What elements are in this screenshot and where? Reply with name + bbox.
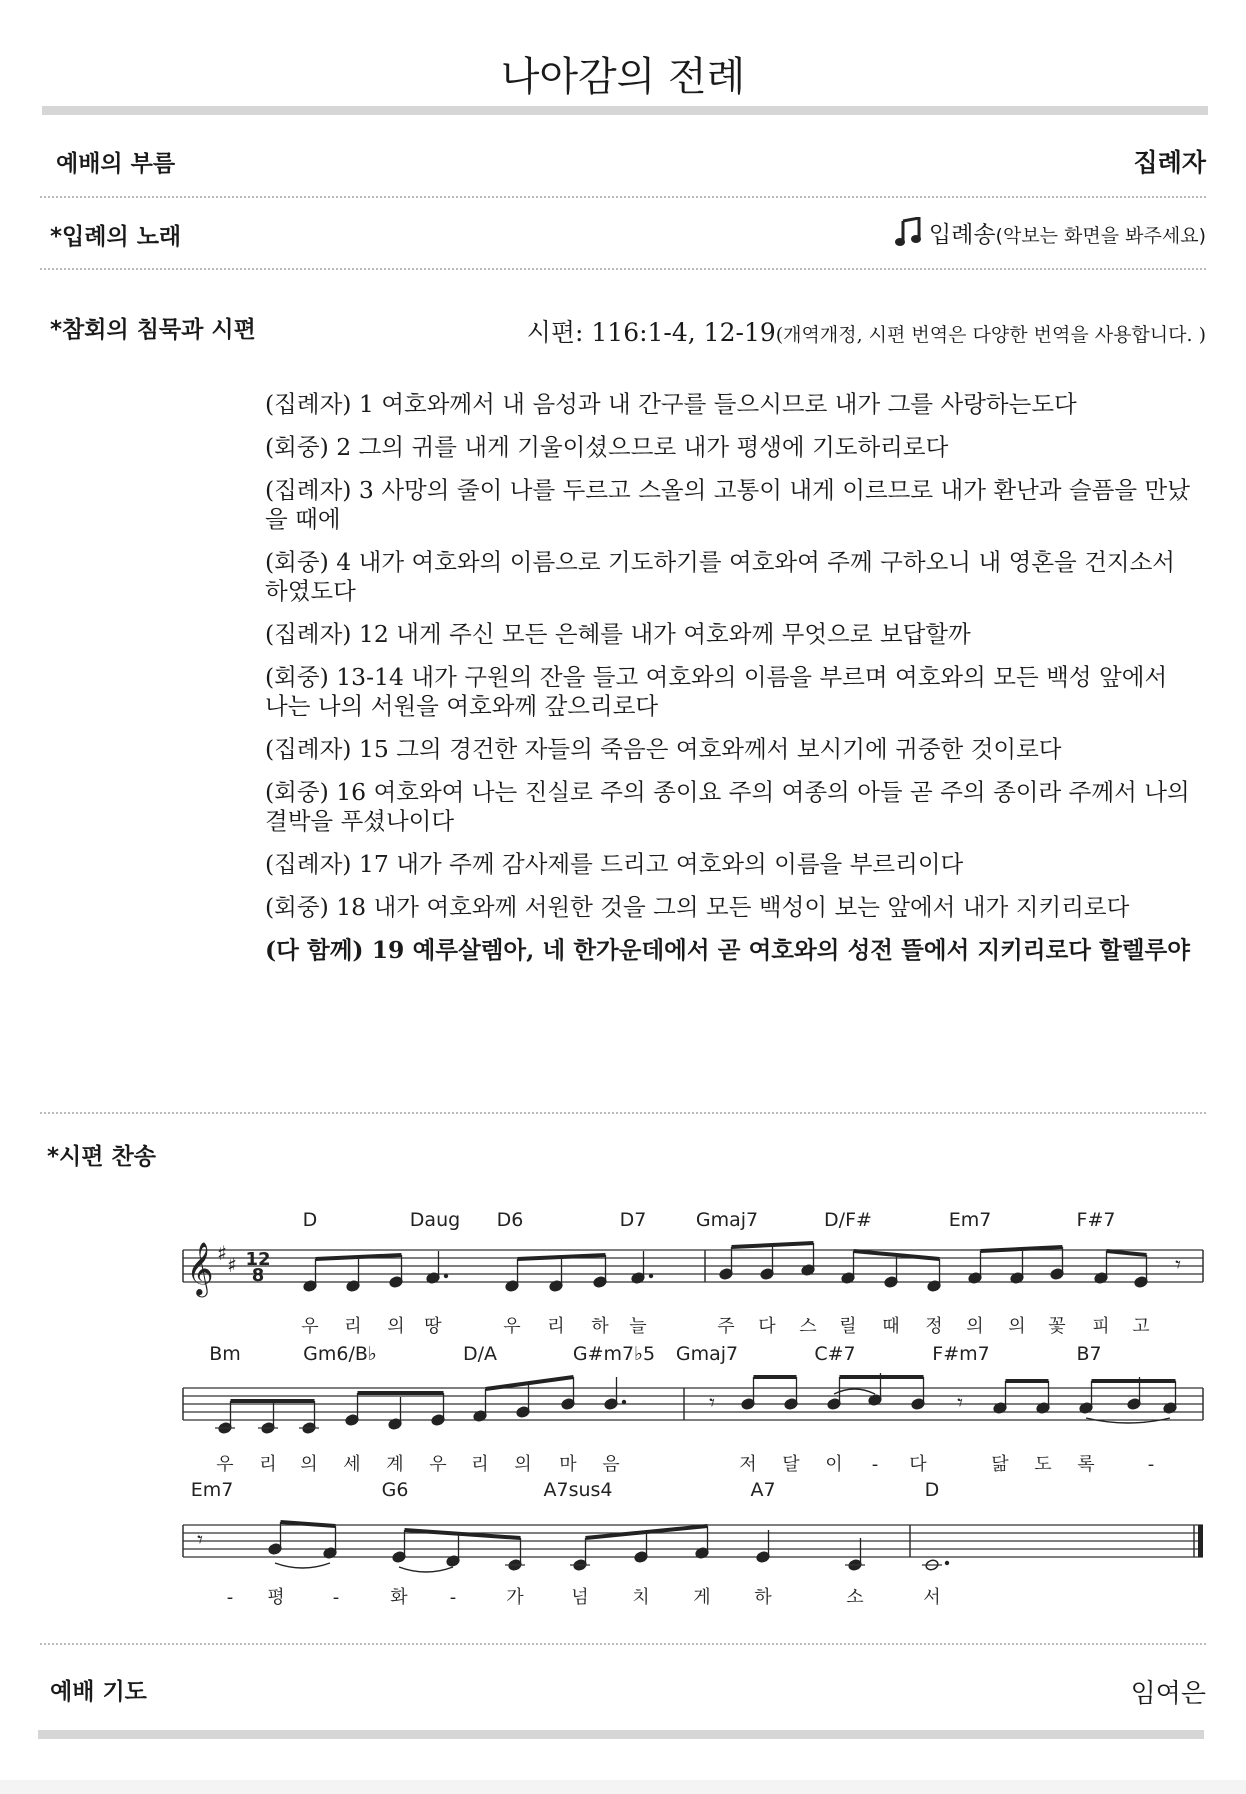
note-beam [1107,1251,1147,1255]
slur [399,1567,453,1572]
lyric-syllable: 게 [693,1587,711,1608]
chord-symbol: G#m7♭5 [572,1343,656,1365]
lyric-syllable: 이 [825,1454,843,1475]
lyric-syllable: 가 [506,1587,524,1608]
lyric-syllable: 리 [259,1454,277,1475]
bottom-divider [38,1730,1204,1739]
psalm-verse: (다 함께) 19 예루살렘아, 네 한가운데에서 곧 여호와의 성전 뜰에서 지키리로다 할렐루야 [265,936,1190,964]
lyric-syllable: 음 [602,1454,620,1475]
note-beam [405,1530,521,1538]
time-signature-top: 12 [245,1249,271,1270]
note-dot [444,1274,448,1278]
hymn-label: *시편 찬송 [47,1144,156,1170]
lyric-syllable: 스 [799,1316,817,1337]
lyric-syllable: 화 [390,1587,408,1608]
chord-symbol: C#7 [814,1343,856,1365]
psalm-verse: (회중) 2 그의 귀를 내게 기울이셨으므로 내가 평생에 기도하리로다 [265,433,949,461]
chord-symbol: B7 [1076,1343,1102,1365]
lyric-syllable: 늘 [629,1316,647,1337]
lyric-syllable: - [871,1454,879,1475]
psalm-verse: (회중) 18 내가 여호와께 서원한 것을 그의 모든 백성이 보는 앞에서 내가 지키리로다 [265,893,1130,921]
entrance-song-name: 입례송 [928,222,996,248]
psalm-verse: (집례자) 12 내게 주신 모든 은혜를 내가 여호와께 무엇으로 보답할까 [265,620,971,648]
lyric-syllable: 하 [754,1587,772,1608]
psalm-reference [527,313,1206,349]
lyric-syllable: 리 [344,1316,362,1337]
lyric-syllable: 의 [1008,1316,1026,1337]
psalm-ref-note: (개역개정, 시편 번역은 다양한 번역을 사용합니다. ) [775,324,1206,346]
psalm-text [265,390,1195,979]
note-beam [732,1243,814,1247]
psalm-verse: (집례자) 1 여호와께서 내 음성과 내 간구를 들으시므로 내가 그를 사랑하는도다 [265,390,1077,418]
chord-symbol: Gmaj7 [675,1343,739,1365]
eighth-rest-icon: 𝄾 [1175,1253,1181,1278]
confession-label: *참회의 침묵과 시편 [50,317,256,343]
entrance-song [894,216,1206,249]
entrance-song-note: (악보는 화면을 봐주세요) [995,225,1206,247]
treble-clef-icon: 𝄞 [186,1241,214,1295]
psalm-ref: 시편: 116:1-4, 12-19 [526,318,776,347]
lyric-syllable: 우 [429,1454,447,1475]
lyric-syllable: 우 [503,1316,521,1337]
chord-symbol: F#m7 [932,1343,990,1365]
time-signature-bottom: 8 [251,1265,265,1286]
entrance-label: *입례의 노래 [50,224,182,250]
lyric-syllable: 마 [559,1454,577,1475]
chord-symbol: Gm6/B♭ [303,1343,377,1365]
psalm-verse: (집례자) 17 내가 주께 감사제를 드리고 여호와의 이름을 부르리이다 [265,850,964,878]
call-leader: 집례자 [1133,148,1206,177]
final-barline [1198,1525,1203,1557]
chord-symbol: F#7 [1076,1209,1116,1231]
chord-symbol: Gmaj7 [695,1209,759,1231]
lyric-syllable: 소 [846,1587,864,1608]
note-dot [622,1400,626,1404]
lyric-syllable: 의 [387,1316,405,1337]
eighth-rest-icon: 𝄾 [957,1391,963,1416]
lyric-syllable: 다 [909,1454,927,1475]
chord-symbol: D [302,1209,318,1231]
lyric-syllable: 의 [966,1316,984,1337]
lyric-syllable: 닮 [991,1454,1009,1475]
divider [40,196,1206,198]
lyric-syllable: 고 [1132,1316,1150,1337]
music-note-icon [894,217,922,247]
lyric-syllable: 의 [300,1454,318,1475]
eighth-rest-icon: 𝄾 [709,1391,715,1416]
lyric-syllable: - [332,1587,340,1608]
lyric-syllable: 정 [925,1316,943,1337]
psalm-verse: (집례자) 3 사망의 줄이 나를 두르고 스올의 고통이 내게 이르므로 내가 환난과 슬픔을 만났을 때에 [265,476,1190,533]
lyric-syllable: 넘 [571,1587,589,1608]
lyric-syllable: 도 [1034,1454,1052,1475]
lyric-syllable: 우 [301,1316,319,1337]
chord-symbol: A7 [750,1479,776,1501]
chord-symbol: D [924,1479,940,1501]
chord-symbol: Daug [409,1209,461,1231]
chord-symbol: D/F# [824,1209,872,1231]
title-divider [42,106,1208,115]
sharp-icon: ♯ [217,1241,227,1265]
lyric-syllable: 리 [547,1316,565,1337]
chord-symbol: D6 [496,1209,524,1231]
note-beam [486,1377,574,1389]
lyric-syllable: 의 [514,1454,532,1475]
lyric-syllable: - [226,1587,234,1608]
lyric-syllable: 평 [267,1587,285,1608]
lyric-syllable: 리 [471,1454,489,1475]
lyric-syllable: 록 [1077,1454,1095,1475]
chord-symbol: Em7 [948,1209,992,1231]
lyric-syllable: 꽃 [1048,1316,1066,1337]
psalm-verse: (회중) 4 내가 여호와의 이름으로 기도하기를 여호와여 주께 구하오니 내 영혼을 건지소서 하였도다 [265,548,1175,605]
lyric-syllable: 저 [739,1454,757,1475]
prayer-leader: 임여은 [1130,1679,1206,1709]
sheet-music [0,1190,1246,1630]
sharp-icon: ♯ [227,1253,237,1277]
chord-symbol: A7sus4 [543,1479,613,1501]
chord-symbol: D7 [619,1209,647,1231]
psalm-verse: (회중) 13-14 내가 구원의 잔을 들고 여호와의 이름을 부르며 여호와의 모든 백성 앞에서 나는 나의 서원을 여호와께 갚으리로다 [265,663,1168,720]
lyric-syllable: 계 [386,1454,404,1475]
psalm-verse: (집례자) 15 그의 경건한 자들의 죽음은 여호와께서 보시기에 귀중한 것이로다 [265,735,1062,763]
chord-symbol: G6 [381,1479,409,1501]
chord-symbol: Em7 [190,1479,234,1501]
divider [40,1112,1206,1114]
lyric-syllable: 세 [343,1454,361,1475]
lyric-syllable: 달 [782,1454,800,1475]
psalm-verse: (회중) 16 여호와여 나는 진실로 주의 종이요 주의 여종의 아들 곧 주의 종이라 주께서 나의 결박을 푸셨나이다 [265,778,1190,835]
lyric-syllable: 치 [632,1587,650,1608]
lyric-syllable: - [449,1587,457,1608]
lyric-syllable: 주 [717,1316,735,1337]
note-dot [649,1274,653,1278]
divider [40,268,1206,270]
prayer-label: 예배 기도 [50,1679,147,1705]
lyric-syllable: - [1147,1454,1155,1475]
call-label: 예배의 부름 [56,151,176,177]
lyric-syllable: 하 [591,1316,609,1337]
chord-symbol: D/A [462,1343,498,1365]
chord-symbol: Bm [209,1343,241,1365]
slur [834,1389,875,1394]
lyric-syllable: 피 [1092,1316,1110,1337]
lyric-syllable: 땅 [424,1316,442,1337]
page-title: 나아감의 전례 [500,54,746,100]
slur [275,1563,330,1568]
lyric-syllable: 때 [882,1316,900,1337]
lyric-syllable: 우 [216,1454,234,1475]
note-dot [945,1561,949,1565]
eighth-rest-icon: 𝄾 [197,1528,203,1553]
lyric-syllable: 릴 [839,1316,857,1337]
lyric-syllable: 서 [923,1587,941,1608]
divider [40,1643,1206,1645]
lyric-syllable: 다 [758,1316,776,1337]
